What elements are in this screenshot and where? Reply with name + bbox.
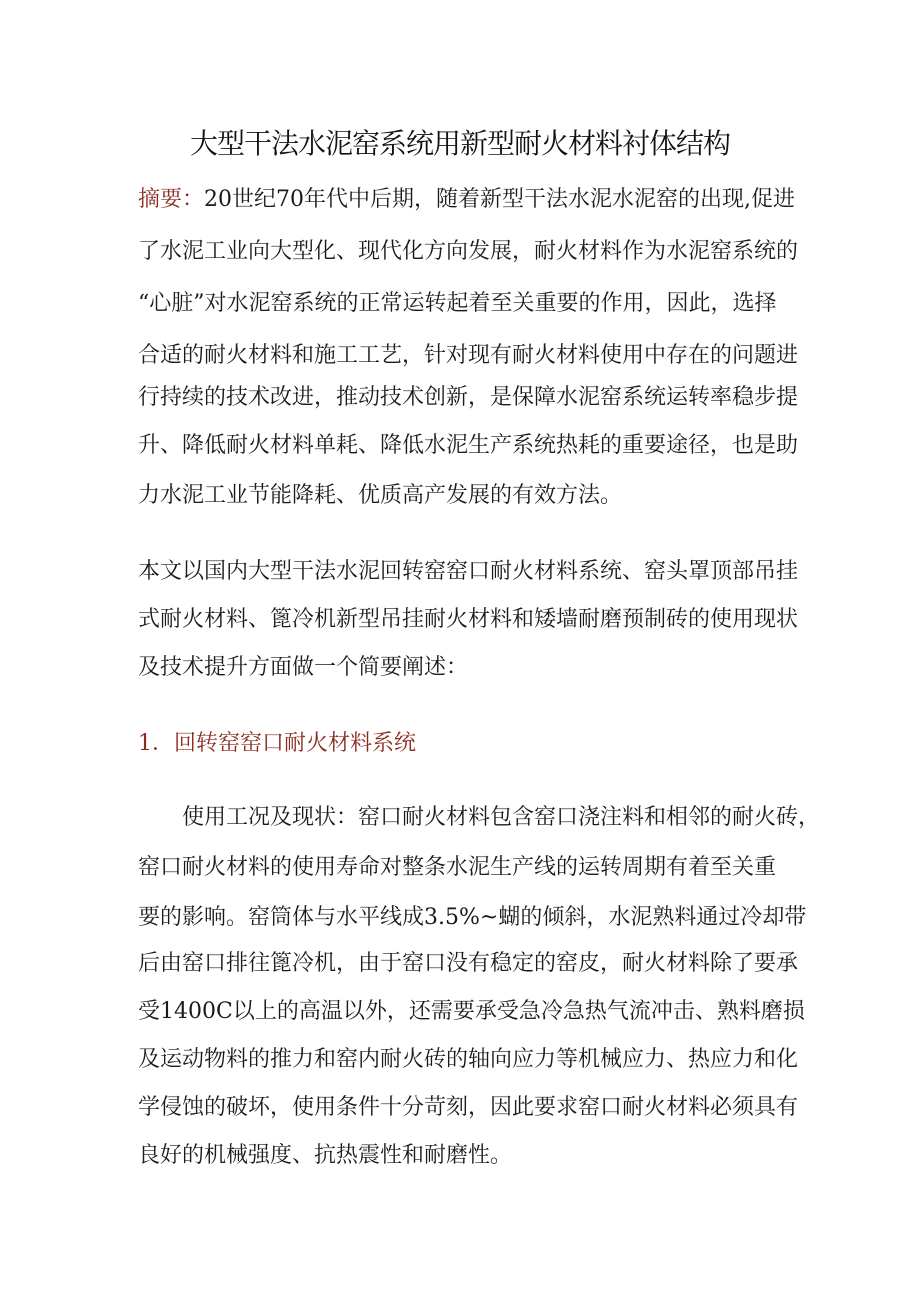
abstract-line-3: “心脏”对水泥窑系统的正常运转起着至关重要的作用，因此，选择 xyxy=(138,291,777,316)
document-title: 大型干法水泥窑系统用新型耐火材料衬体结构 xyxy=(189,127,730,160)
section-heading: 1．回转窑窑口耐火材料系统 xyxy=(138,731,416,756)
intro-line-3: 及技术提升方面做一个简要阐述： xyxy=(138,655,469,680)
section-line-8: 良好的机械强度、抗热震性和耐磨性。 xyxy=(138,1143,513,1168)
abstract-line-5: 行持续的技术改进，推动技术创新，是保障水泥窑系统运转率稳步提 xyxy=(138,385,799,410)
abstract-line-7: 力水泥工业节能降耗、优质高产发展的有效方法。 xyxy=(138,483,623,508)
section-line-5: 受1400C以上的高温以外，还需要承受急冷急热气流冲击、熟料磨损 xyxy=(138,999,805,1024)
section-line-3: 要的影响。窑筒体与水平线成3.5%~蝴的倾斜，水泥熟料通过冷却带 xyxy=(138,905,807,930)
section-line-6: 及运动物料的推力和窑内耐火砖的轴向应力等机械应力、热应力和化 xyxy=(138,1047,799,1072)
abstract-line-6: 升、降低耐火材料单耗、降低水泥生产系统热耗的重要途径，也是助 xyxy=(138,433,799,458)
section-line-1: 使用工况及现状：窑口耐火材料包含窑口浇注料和相邻的耐火砖， xyxy=(182,805,821,830)
section-line-2: 窑口耐火材料的使用寿命对整条水泥生产线的运转周期有着至关重 xyxy=(138,855,777,880)
abstract-text-1: 20世纪70年代中后期，随着新型干法水泥水泥窑的出现,促进 xyxy=(204,187,795,212)
intro-line-1: 本文以国内大型干法水泥回转窑窑口耐火材料系统、窑头罩顶部吊挂 xyxy=(138,559,799,584)
section-line-7: 学侵蚀的破坏，使用条件十分苛刻，因此要求窑口耐火材料必须具有 xyxy=(138,1095,799,1120)
abstract-line-1 xyxy=(138,184,795,216)
abstract-label: 摘要： xyxy=(138,187,205,212)
abstract-line-2: 了水泥工业向大型化、现代化方向发展，耐火材料作为水泥窑系统的 xyxy=(138,239,799,264)
intro-line-2: 式耐火材料、篦冷机新型吊挂耐火材料和矮墙耐磨预制砖的使用现状 xyxy=(138,607,799,632)
section-line-4: 后由窑口排往篦冷机，由于窑口没有稳定的窑皮，耐火材料除了要承 xyxy=(138,951,799,976)
abstract-line-4: 合适的耐火材料和施工工艺，针对现有耐火材料使用中存在的问题进 xyxy=(138,343,799,368)
